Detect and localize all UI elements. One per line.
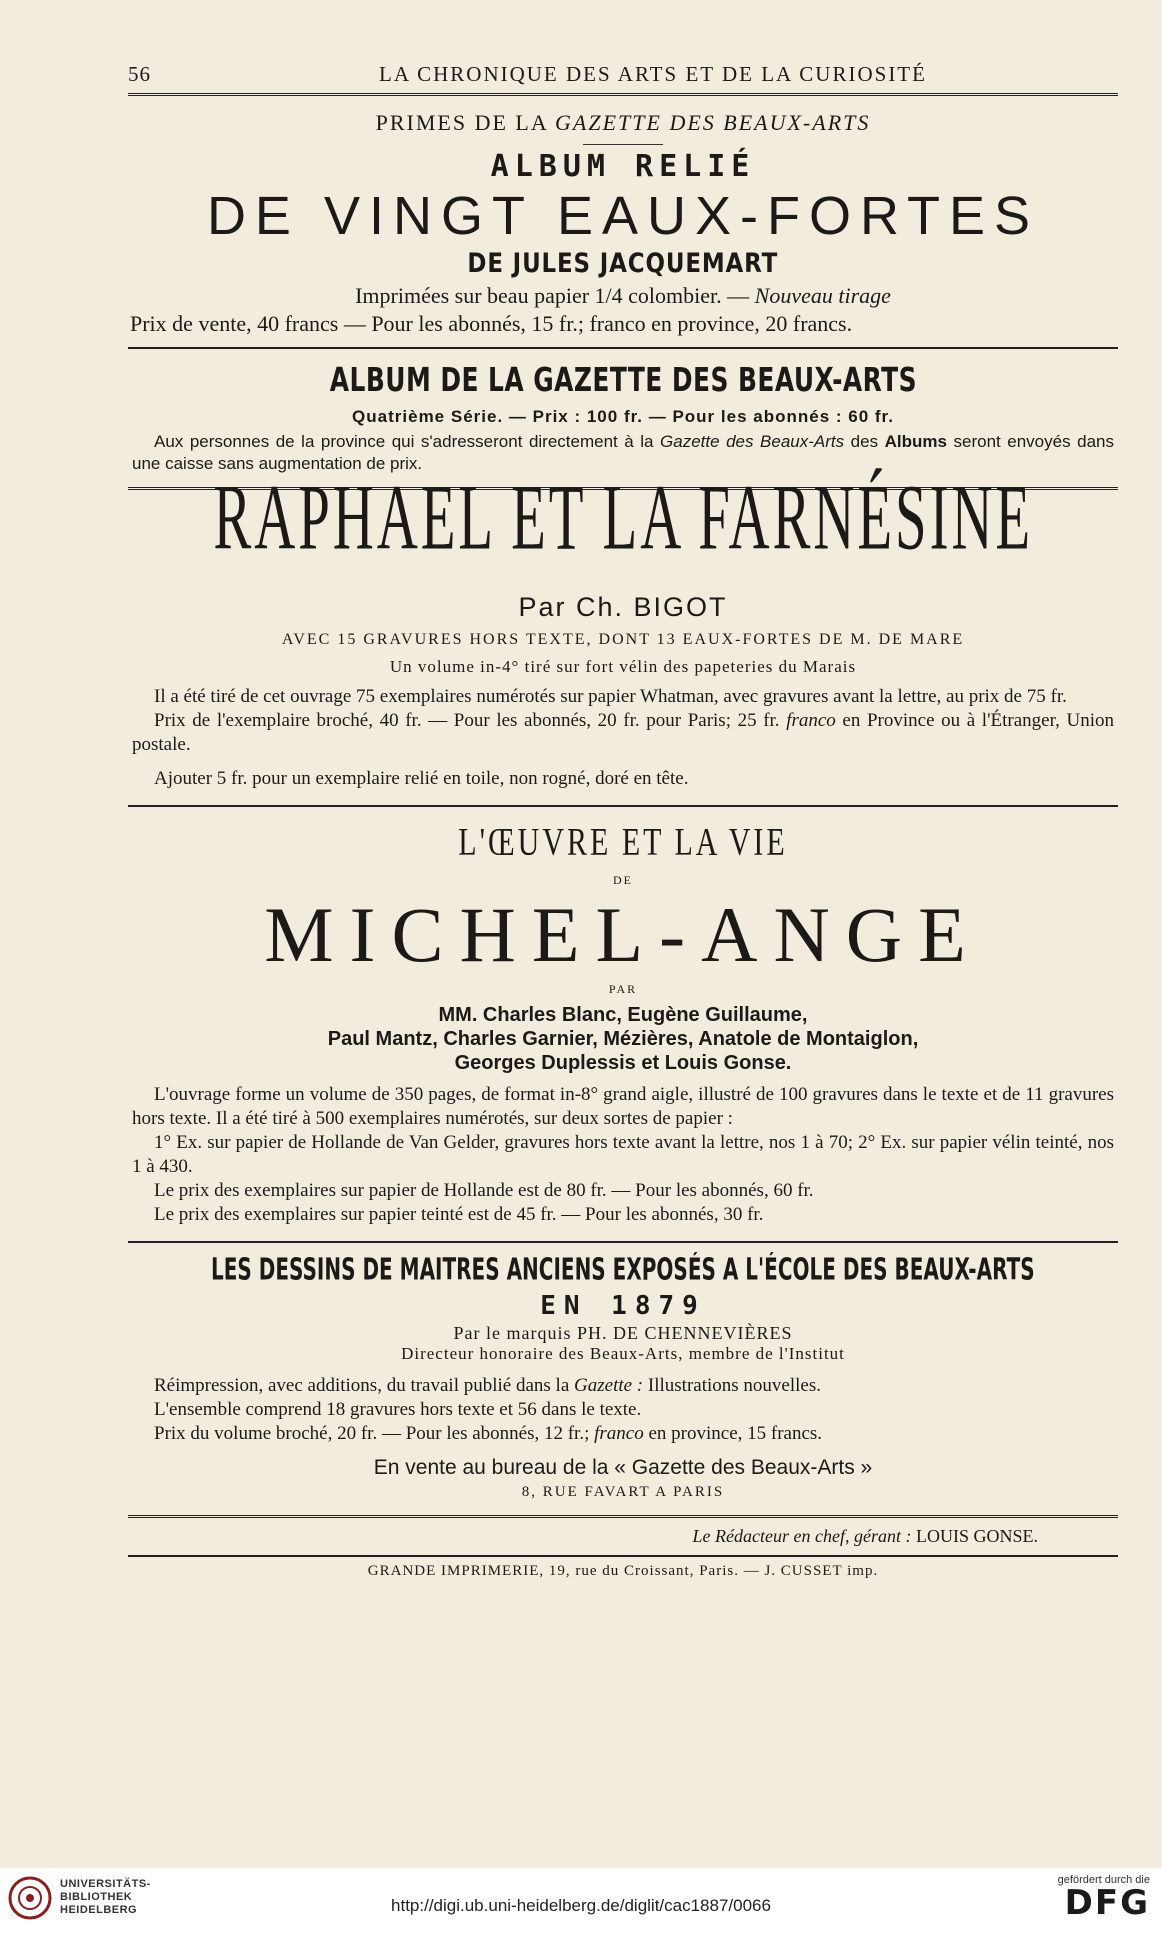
- authors-line-3: Georges Duplessis et Louis Gonse.: [454, 1052, 792, 1074]
- michel-authors: [128, 1003, 1118, 1075]
- authors-line-1: MM. Charles Blanc, Eugène Guillaume,: [438, 1004, 808, 1026]
- dessins-para-2: L'ensemble comprend 18 gravures hors texte et 56 dans le texte.: [154, 1399, 642, 1420]
- dessins-franco: franco: [594, 1423, 644, 1444]
- album-gazette-text-b: des: [850, 432, 879, 451]
- album-gazette-serie: Quatrième Série. — Prix : 100 fr. — Pour les abonnés : 60 fr.: [352, 407, 894, 426]
- primes-heading: [128, 110, 1118, 136]
- dessins-year: EN 1879: [540, 1291, 706, 1321]
- journal-title: LA CHRONIQUE DES ARTS ET DE LA CURIOSITÉ: [379, 62, 927, 86]
- dessins-title: LES DESSINS DE MAITRES ANCIENS EXPOSÉS A L'ÉCOLE DES BEAUX-ARTS: [211, 1252, 1035, 1287]
- raphael-title-wrap: [128, 465, 1118, 590]
- michel-para-4: Le prix des exemplaires sur papier teinté est de 45 fr. — Pour les abonnés, 30 fr.: [154, 1204, 764, 1225]
- album-relie-label: ALBUM RELIÉ: [490, 149, 756, 184]
- section-rule: [128, 347, 1118, 349]
- michel-para-2: 1° Ex. sur papier de Hollande de Van Gelder, gravures hors texte avant la lettre, nos 1 à 70; 2° Ex. sur papier vélin teinté, nos 1 à 430.: [132, 1132, 1114, 1177]
- dfg-logo: DFG: [1064, 1883, 1150, 1923]
- raphael-para-1: Il a été tiré de cet ouvrage 75 exemplaires numérotés sur papier Whatman, avec gravures avant la lettre, au prix de 75 fr.: [154, 686, 1067, 707]
- univ-line-2: BIBLIOTHEK: [60, 1891, 133, 1903]
- sponsor-label: gefördert durch die: [1057, 1874, 1150, 1886]
- digitization-footer: [0, 1868, 1162, 1934]
- raphael-franco: franco: [786, 710, 836, 731]
- authors-line-2: Paul Mantz, Charles Garnier, Mézières, Anatole de Montaiglon,: [327, 1028, 919, 1050]
- album-gazette-albums: Albums: [884, 432, 947, 451]
- jacquemart-author: DE JULES JACQUEMART: [467, 248, 779, 279]
- album-gazette-title-wrap: [128, 360, 1118, 401]
- printer-line: GRANDE IMPRIMERIE, 19, rue du Croissant, Paris. — J. CUSSET imp.: [367, 1563, 879, 1579]
- primes-line-a: PRIMES DE LA: [375, 110, 548, 135]
- colophon-rule: [128, 1555, 1118, 1557]
- dessins-role: Directeur honoraire des Beaux-Arts, membre de l'Institut: [401, 1344, 845, 1363]
- raphael-title: RAPHAEL ET LA FARNÉSINE: [213, 465, 1033, 570]
- oeuvre-heading-wrap: [128, 820, 1118, 871]
- dessins-address: 8, RUE FAVART A PARIS: [521, 1484, 725, 1500]
- dessins-para-1: [128, 1374, 1118, 1398]
- oeuvre-heading: L'ŒUVRE ET LA VIE: [458, 820, 788, 864]
- dessins-vente: En vente au bureau de la « Gazette des Beaux-Arts »: [373, 1456, 873, 1479]
- header-rule: [128, 93, 1118, 96]
- raphael-volume: Un volume in-4° tiré sur fort vélin des papeteries du Marais: [389, 657, 857, 676]
- vingt-price-line: Prix de vente, 40 francs — Pour les abonnés, 15 fr.; franco en province, 20 francs.: [130, 311, 853, 336]
- michel-de: DE: [613, 873, 633, 887]
- raphael-para-2-b: en Province ou à l'Étranger, Union postale.: [132, 710, 1114, 755]
- redacteur-line: [128, 1526, 1118, 1547]
- dessins-author: Par le marquis PH. DE CHENNEVIÈRES: [453, 1323, 793, 1343]
- raphael-para-2: [128, 709, 1118, 757]
- dessins-gazette: Gazette :: [574, 1375, 644, 1396]
- album-gazette-text-a: Aux personnes de la province qui s'adresseront directement à la: [154, 432, 654, 451]
- page-number: 56: [128, 62, 151, 86]
- dessins-para-1-a: Réimpression, avec additions, du travail publié dans la: [154, 1375, 570, 1396]
- vingt-eaux-fortes-title: DE VINGT EAUX-FORTES: [206, 186, 1040, 246]
- nouveau-tirage: Nouveau tirage: [754, 283, 891, 308]
- univ-line-1: UNIVERSITÄTS-: [60, 1878, 151, 1890]
- redacteur-label: Le Rédacteur en chef, gérant :: [692, 1526, 912, 1546]
- sponsor-block: [1057, 1874, 1150, 1923]
- imprint-text: Imprimées sur beau papier 1/4 colombier. —: [355, 283, 750, 308]
- michel-par: PAR: [608, 982, 638, 996]
- primes-line-b: GAZETTE DES BEAUX-ARTS: [555, 110, 871, 135]
- raphael-para-3: Ajouter 5 fr. pour un exemplaire relié en toile, non rogné, doré en tête.: [154, 768, 689, 789]
- imprint-line: [128, 283, 1118, 309]
- dessins-para-3-b: en province, 15 francs.: [648, 1423, 823, 1444]
- redacteur-name: LOUIS GONSE.: [915, 1526, 1038, 1546]
- univ-line-3: HEIDELBERG: [60, 1904, 138, 1916]
- album-gazette-italic: Gazette des Beaux-Arts: [660, 432, 845, 451]
- dessins-para-3-a: Prix du volume broché, 20 fr. — Pour les abonnés, 12 fr.;: [154, 1423, 590, 1444]
- section-rule: [128, 805, 1118, 807]
- running-header: [128, 54, 1118, 93]
- dessins-para-3: [128, 1422, 1118, 1446]
- michel-para-1: L'ouvrage forme un volume de 350 pages, de format in-8° grand aigle, illustré de 100 gravures dans le texte et de 11 gravures hors texte. Il a été tiré à 500 exemplaires numérotés, sur deux sortes de papier :: [132, 1084, 1114, 1129]
- short-rule: [583, 144, 663, 145]
- raphael-para-2-a: Prix de l'exemplaire broché, 40 fr. — Pour les abonnés, 20 fr. pour Paris; 25 fr.: [154, 710, 780, 731]
- album-gazette-text-c: seront envoyés dans une caisse sans augmentation de prix.: [132, 432, 1114, 473]
- source-url-link[interactable]: http://digi.ub.uni-heidelberg.de/diglit/cac1887/0066: [391, 1896, 771, 1915]
- dessins-para-1-b: Illustrations nouvelles.: [647, 1375, 821, 1396]
- michel-ange-title: MICHEL-ANGE: [264, 891, 982, 978]
- section-rule: [128, 1241, 1118, 1243]
- dessins-title-wrap: [128, 1252, 1118, 1291]
- newspaper-page: [128, 54, 1118, 1794]
- michel-para-3: Le prix des exemplaires sur papier de Hollande est de 80 fr. — Pour les abonnés, 60 fr.: [154, 1180, 814, 1201]
- jacquemart-author-wrap: [128, 248, 1118, 279]
- raphael-gravures: AVEC 15 GRAVURES HORS TEXTE, DONT 13 EAUX-FORTES DE M. DE MARE: [281, 631, 965, 648]
- album-gazette-title: ALBUM DE LA GAZETTE DES BEAUX-ARTS: [329, 360, 917, 400]
- section-rule: [128, 1515, 1118, 1518]
- raphael-author: Par Ch. BIGOT: [518, 592, 728, 622]
